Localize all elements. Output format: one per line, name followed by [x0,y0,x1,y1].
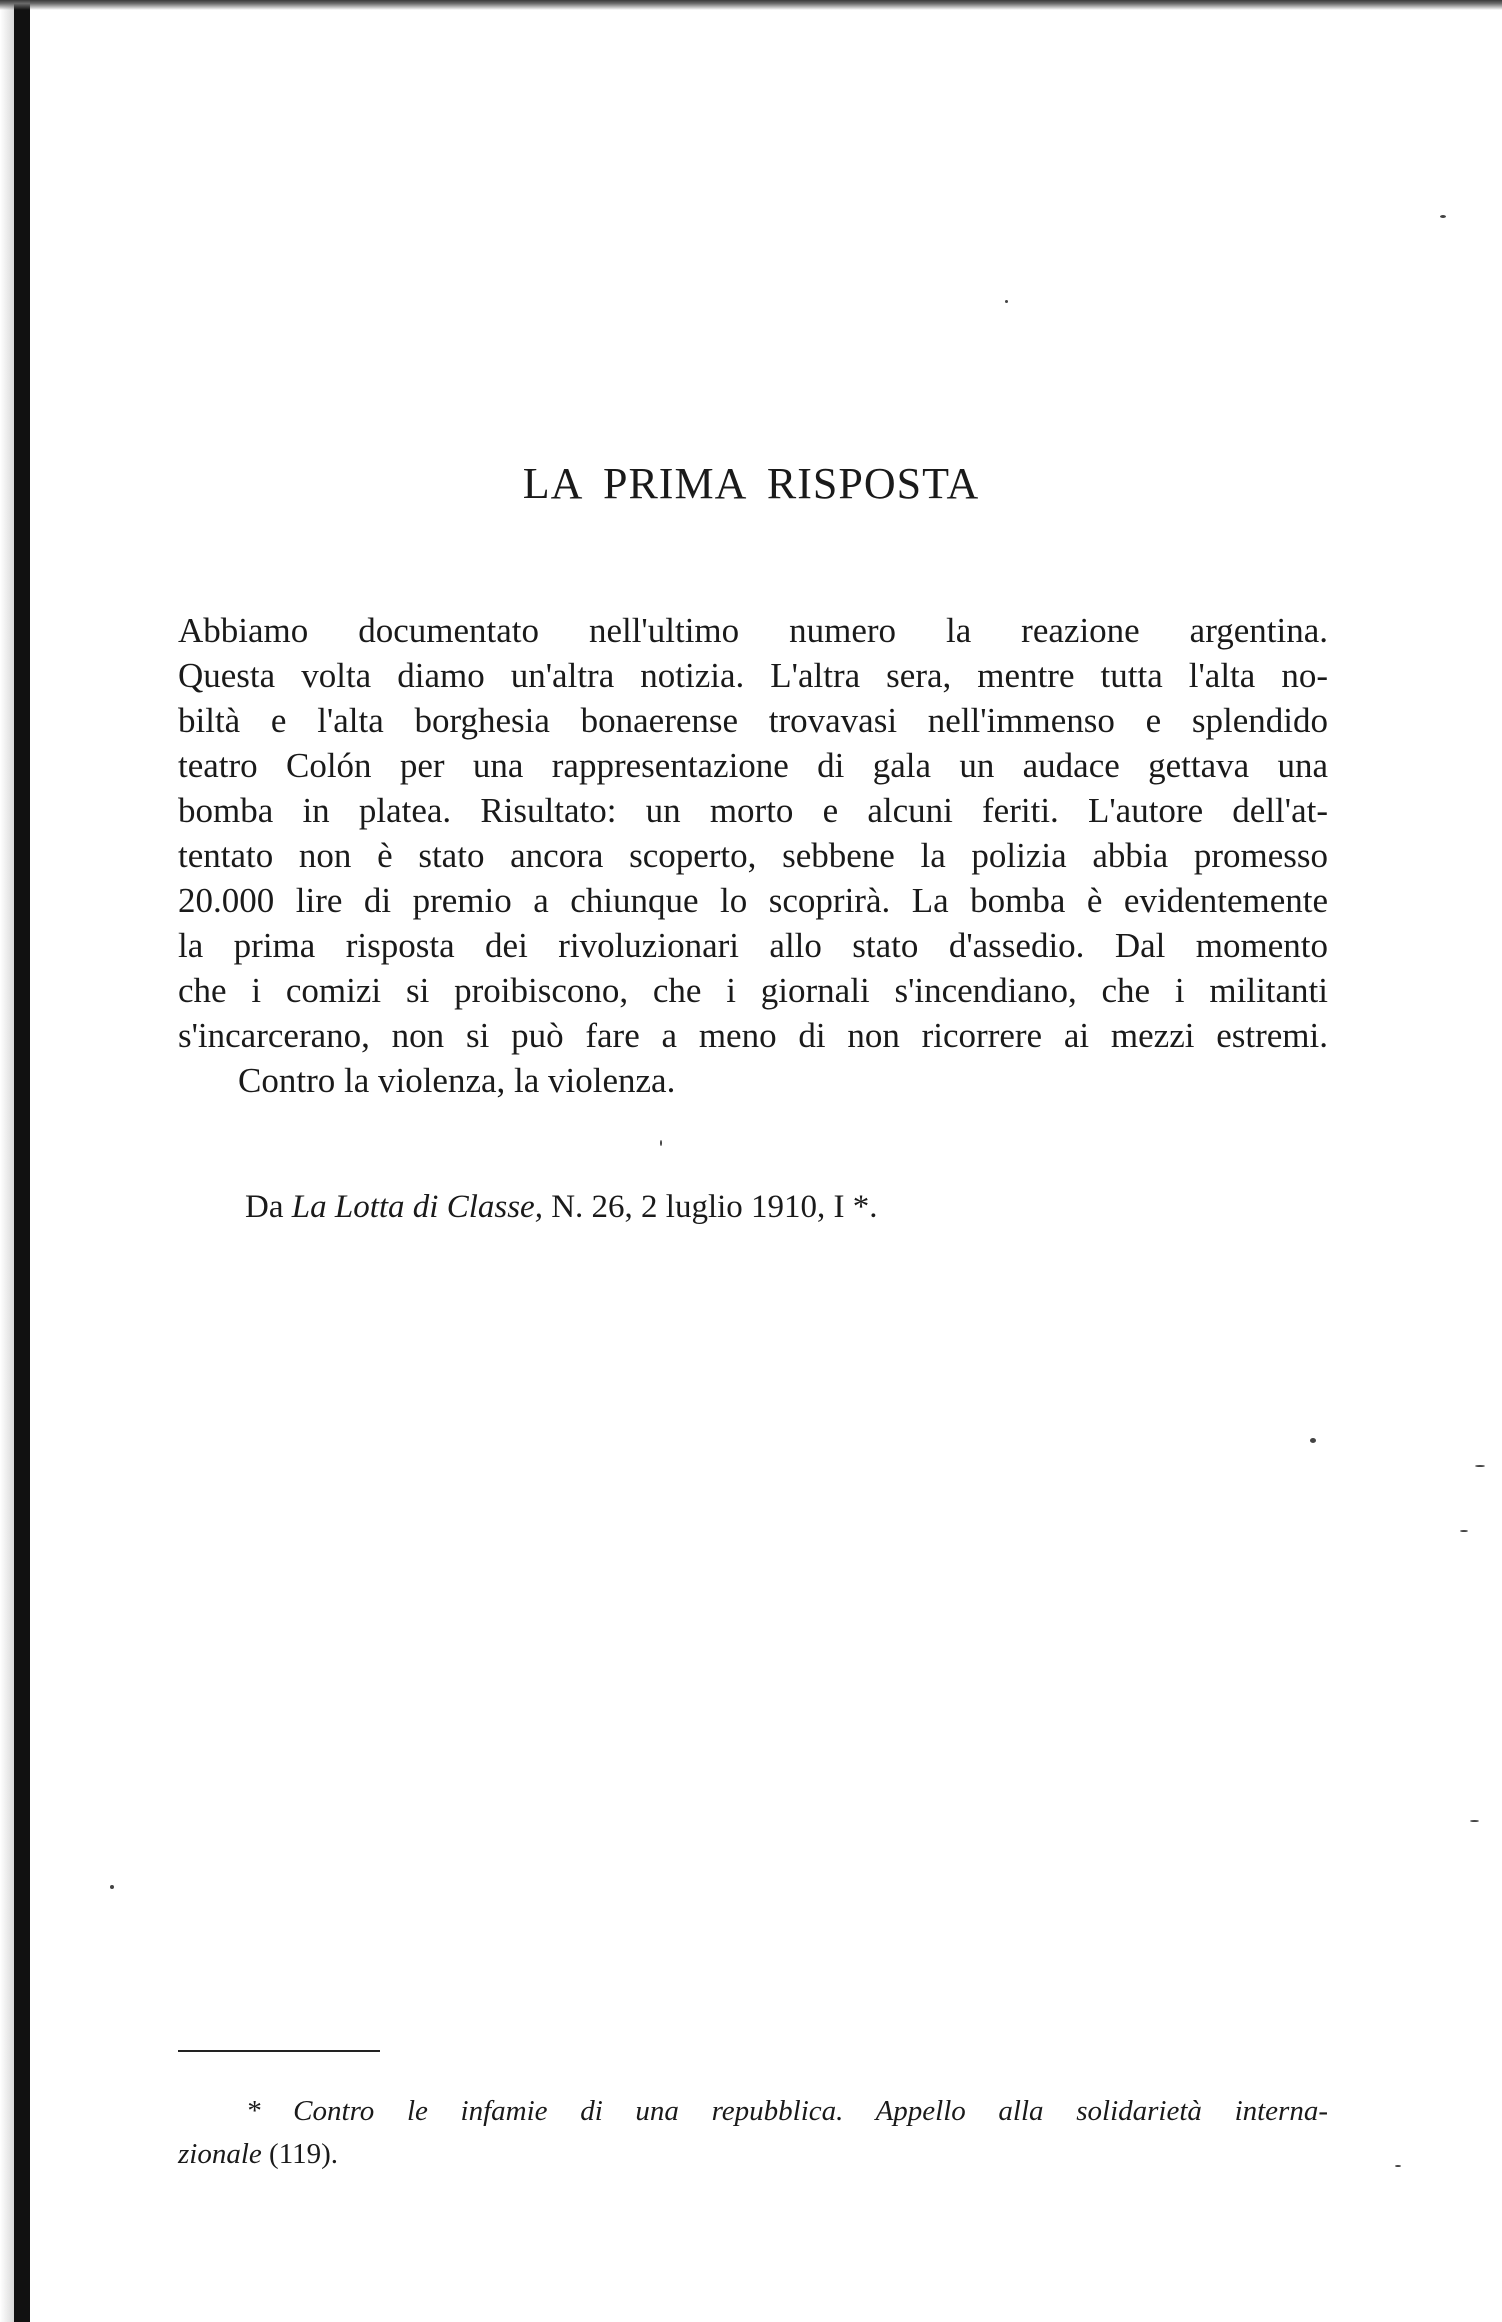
body-line: la prima risposta dei rivoluzionari allo stato d'assedio. Dal momento [178,926,1328,965]
scan-speck [1395,2165,1401,2167]
footnote-continuation: zionale [178,2138,262,2170]
scan-binding-edge [14,0,30,2322]
scan-top-edge [0,0,1502,10]
source-citation [245,1185,878,1230]
source-publication: La Lotta di Classe, [291,1189,543,1225]
body-line: Contro la violenza, la violenza. [238,1061,676,1100]
body-line: tentato non è stato ancora scoperto, sebbene la polizia abbia promesso [178,836,1328,875]
body-line: s'incarcerano, non si può fare a meno di non ricorrere ai mezzi estremi. [178,1016,1328,1055]
body-line: Abbiamo documentato nell'ultimo numero la reazione argentina. [178,611,1328,650]
body-line: bomba in platea. Risultato: un morto e alcuni feriti. L'autore dell'at- [178,791,1328,830]
scan-margin-shade [0,0,14,2322]
scan-speck [660,1140,662,1146]
footnote-divider [178,2050,380,2052]
scan-speck [1475,1465,1485,1467]
source-prefix: Da [245,1189,292,1225]
scan-speck [1470,1820,1479,1822]
source-details: N. 26, 2 luglio 1910, I *. [542,1189,878,1225]
footnote-line [178,2133,1328,2176]
body-line: teatro Colón per una rappresentazione di gala un audace gettava una [178,746,1328,785]
page-title: LA PRIMA RISPOSTA [522,459,980,508]
footnote-line: * Contro le infamie di una repubblica. Appello alla solidarietà interna- [246,2095,1328,2127]
body-line: biltà e l'alta borghesia bonaerense trovavasi nell'immenso e splendido [178,701,1328,740]
body-line: 20.000 lire di premio a chiunque lo scoprirà. La bomba è evidentemente [178,881,1328,920]
body-paragraph [178,608,1328,1103]
scan-speck [1310,1438,1316,1443]
scan-speck [1440,215,1446,218]
scan-speck [1005,300,1008,303]
footnote [178,2090,1328,2176]
scan-speck [1460,1530,1468,1532]
scan-speck [110,1885,114,1889]
body-line: che i comizi si proibiscono, che i giornali s'incendiano, che i militanti [178,971,1328,1010]
footnote-reference: (119). [261,2138,339,2170]
body-line: Questa volta diamo un'altra notizia. L'altra sera, mentre tutta l'alta no- [178,656,1328,695]
